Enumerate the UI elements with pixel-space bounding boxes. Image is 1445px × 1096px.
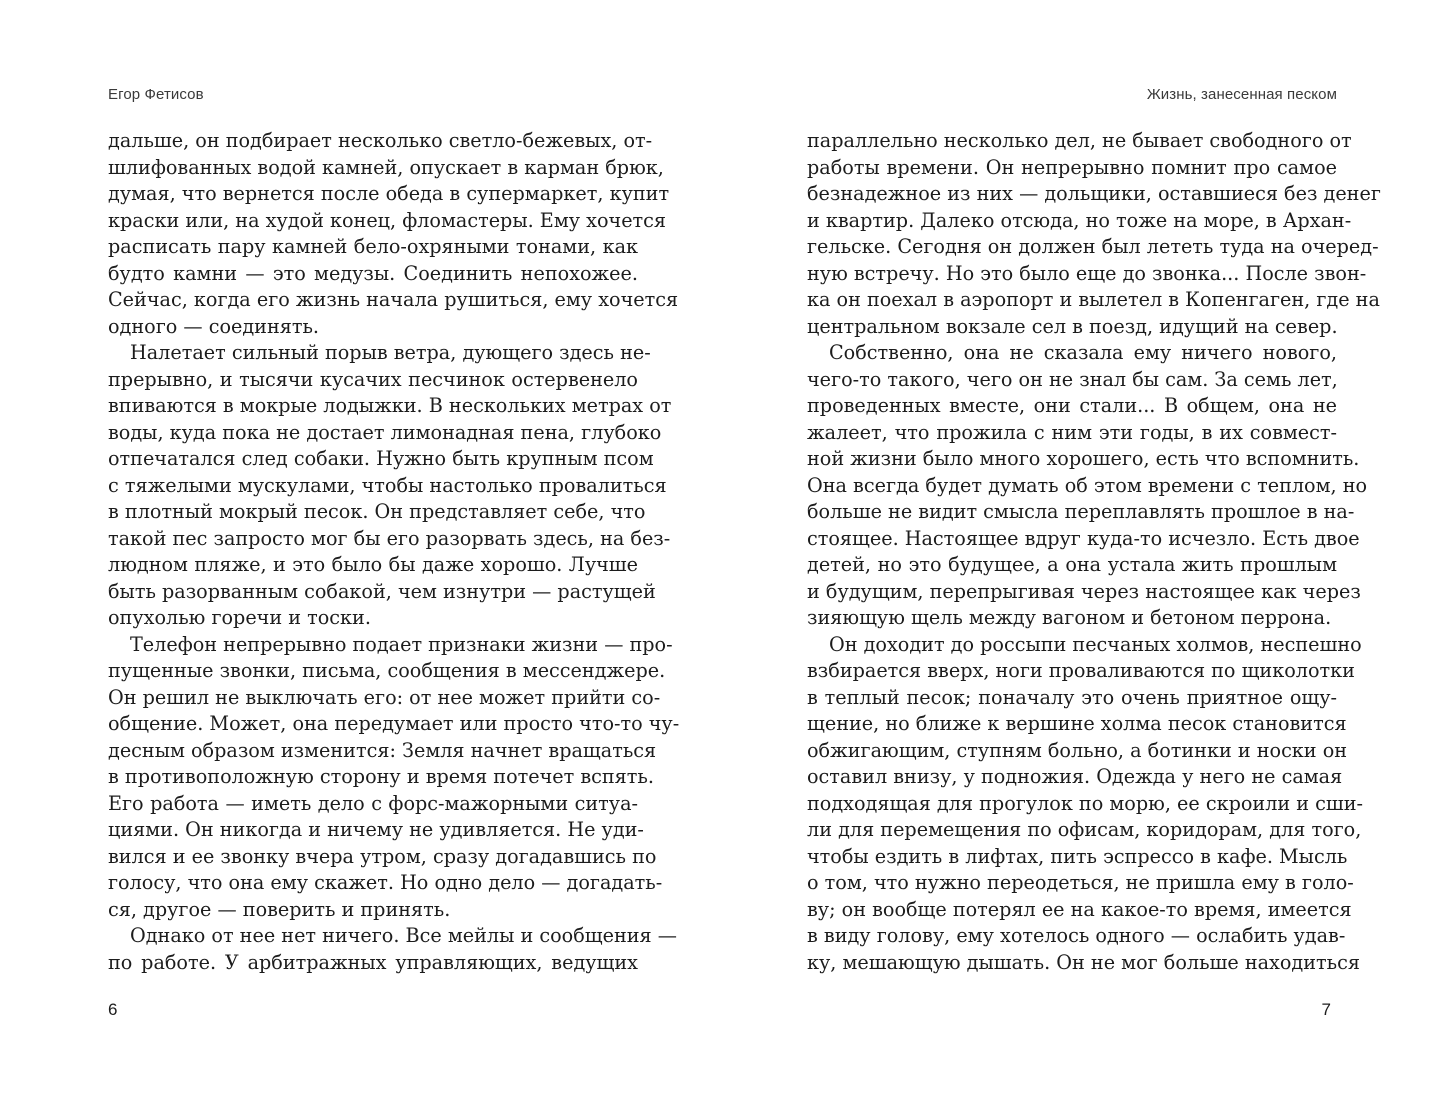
paragraph-first-line: Он доходит до россыпи песчаных холмов, неспешно <box>829 632 1362 656</box>
text-line: детей, но это будущее, а она устала жить прошлым <box>807 553 1337 576</box>
text-line: десным образом изменится: Земля начнет вращаться <box>108 738 657 762</box>
text-line: стоящее. Настоящее вдруг куда-то исчезло. Есть двое <box>807 526 1360 550</box>
text-line: и будущим, перепрыгивая через настоящее как через <box>807 579 1361 603</box>
text-line: дальше, он подбирает несколько светло-бежевых, от- <box>108 129 653 152</box>
text-line: ся, другое — поверить и принять. <box>108 897 451 921</box>
text-line: прерывно, и тысячи кусачих песчинок остервенело <box>108 367 638 391</box>
text-line: краски или, на худой конец, фломастеры. Ему хочется <box>108 208 667 232</box>
left-page-body <box>108 128 680 976</box>
text-line: ной жизни было много хорошего, есть что вспомнить. <box>807 447 1360 470</box>
text-line: быть разорванным собакой, чем изнутри — растущей <box>108 579 656 603</box>
running-head-title: Жизнь, занесенная песком <box>1146 86 1337 103</box>
text-line: зияющую щель между вагоном и бетоном перрона. <box>807 606 1332 629</box>
text-line: жалеет, что прожила с ним эти годы, в их совмест- <box>807 420 1337 444</box>
text-line: проведенных вместе, они стали... В общем, она не <box>807 394 1337 417</box>
text-line: Его работа — иметь дело с форс-мажорными ситуа- <box>108 791 638 815</box>
text-line: в виду голову, ему хотелось одного — ослабить удав- <box>807 924 1346 947</box>
text-line: чтобы ездить в лифтах, пить эспрессо в кафе. Мысль <box>807 844 1348 868</box>
text-line: о том, что нужно переодеться, не пришла ему в голо- <box>807 871 1354 894</box>
text-line: ную встречу. Но это было еще до звонка... После звон- <box>807 261 1367 285</box>
text-line: одного — соединять. <box>108 314 320 338</box>
text-line: работы времени. Он непрерывно помнит про самое <box>807 155 1337 179</box>
text-line: будто камни — это медузы. Соединить непохожее. <box>108 261 638 285</box>
paragraph-first-line: Телефон непрерывно подает признаки жизни — про- <box>130 632 673 656</box>
text-line: параллельно несколько дел, не бывает свободного от <box>807 129 1352 152</box>
page-number-right: 7 <box>1321 1000 1331 1019</box>
paragraph-first-line: Однако от нее нет ничего. Все мейлы и сообщения — <box>130 924 677 947</box>
text-line: центральном вокзале сел в поезд, идущий на север. <box>807 314 1338 338</box>
running-head-author: Егор Фетисов <box>108 86 204 103</box>
text-line: пущенные звонки, письма, сообщения в мессенджере. <box>108 659 666 682</box>
text-line: по работе. У арбитражных управляющих, ведущих <box>108 950 638 974</box>
text-line: оставил внизу, у подножия. Одежда у него не самая <box>807 765 1343 788</box>
text-line: Она всегда будет думать об этом времени с теплом, но <box>807 473 1368 497</box>
text-line: в плотный мокрый песок. Он представляет себе, что <box>108 500 646 523</box>
text-line: чего-то такого, чего он не знал бы сам. За семь лет, <box>807 367 1338 391</box>
text-line: голосу, что она ему скажет. Но одно дело — догадать- <box>108 871 663 894</box>
paragraph-first-line: Собственно, она не сказала ему ничего нового, <box>829 341 1337 364</box>
text-line: общение. Может, она передумает или просто что-то чу- <box>108 712 680 735</box>
text-line: и квартир. Далеко отсюда, но тоже на море, в Архан- <box>807 208 1352 232</box>
text-line: в противоположную сторону и время потечет вспять. <box>108 765 654 788</box>
text-line: безнадежное из них — дольщики, оставшиеся без денег <box>807 182 1381 205</box>
text-line: циями. Он никогда и ничему не удивляется. Не уди- <box>108 818 644 841</box>
text-line: отпечатался след собаки. Нужно быть крупным псом <box>108 447 654 470</box>
right-page <box>807 0 1381 1096</box>
text-line: с тяжелыми мускулами, чтобы настолько провалиться <box>108 473 667 497</box>
text-line: в теплый песок; поначалу это очень приятное ощу- <box>807 685 1337 709</box>
text-line: Сейчас, когда его жизнь начала рушиться, ему хочется <box>108 288 679 311</box>
text-line: обжигающим, ступням больно, а ботинки и носки он <box>807 738 1348 762</box>
text-line: расписать пару камней бело-охряными тонами, как <box>108 235 638 258</box>
paragraph-first-line: Налетает сильный порыв ветра, дующего здесь не- <box>130 341 651 364</box>
page-number-left: 6 <box>108 1000 118 1019</box>
text-line: такой пес запросто мог бы его разорвать здесь, на без- <box>108 526 671 550</box>
text-line: ка он поехал в аэропорт и вылетел в Копенгаген, где на <box>807 288 1380 311</box>
text-line: людном пляже, и это было бы даже хорошо. Лучше <box>108 553 638 576</box>
text-line: опухолью горечи и тоски. <box>108 606 371 629</box>
text-line: ли для перемещения по офисам, коридорам, для того, <box>807 818 1362 841</box>
text-line: щение, но ближе к вершине холма песок становится <box>807 712 1347 735</box>
text-line: больше не видит смысла переплавлять прошлое в на- <box>807 500 1355 523</box>
text-line: воды, куда пока не достает лимонадная пена, глубоко <box>108 420 662 444</box>
text-line: ку, мешающую дышать. Он не мог больше находиться <box>807 950 1360 974</box>
text-line: подходящая для прогулок по морю, ее скроили и сши- <box>807 791 1364 815</box>
text-line: думая, что вернется после обеда в супермаркет, купит <box>108 182 670 205</box>
left-page <box>108 0 680 1096</box>
text-line: вился и ее звонку вчера утром, сразу догадавшись по <box>108 844 657 868</box>
text-line: взбирается вверх, ноги проваливаются по щиколотки <box>807 659 1355 682</box>
text-line: шлифованных водой камней, опускает в карман брюк, <box>108 155 664 179</box>
text-line: ву; он вообще потерял ее на какое-то время, имеется <box>807 897 1352 921</box>
text-line: впиваются в мокрые лодыжки. В нескольких метрах от <box>108 394 672 417</box>
right-page-body <box>807 128 1381 976</box>
text-line: Он решил не выключать его: от нее может прийти со- <box>108 685 661 709</box>
text-line: гельске. Сегодня он должен был лететь туда на очеред- <box>807 235 1379 258</box>
